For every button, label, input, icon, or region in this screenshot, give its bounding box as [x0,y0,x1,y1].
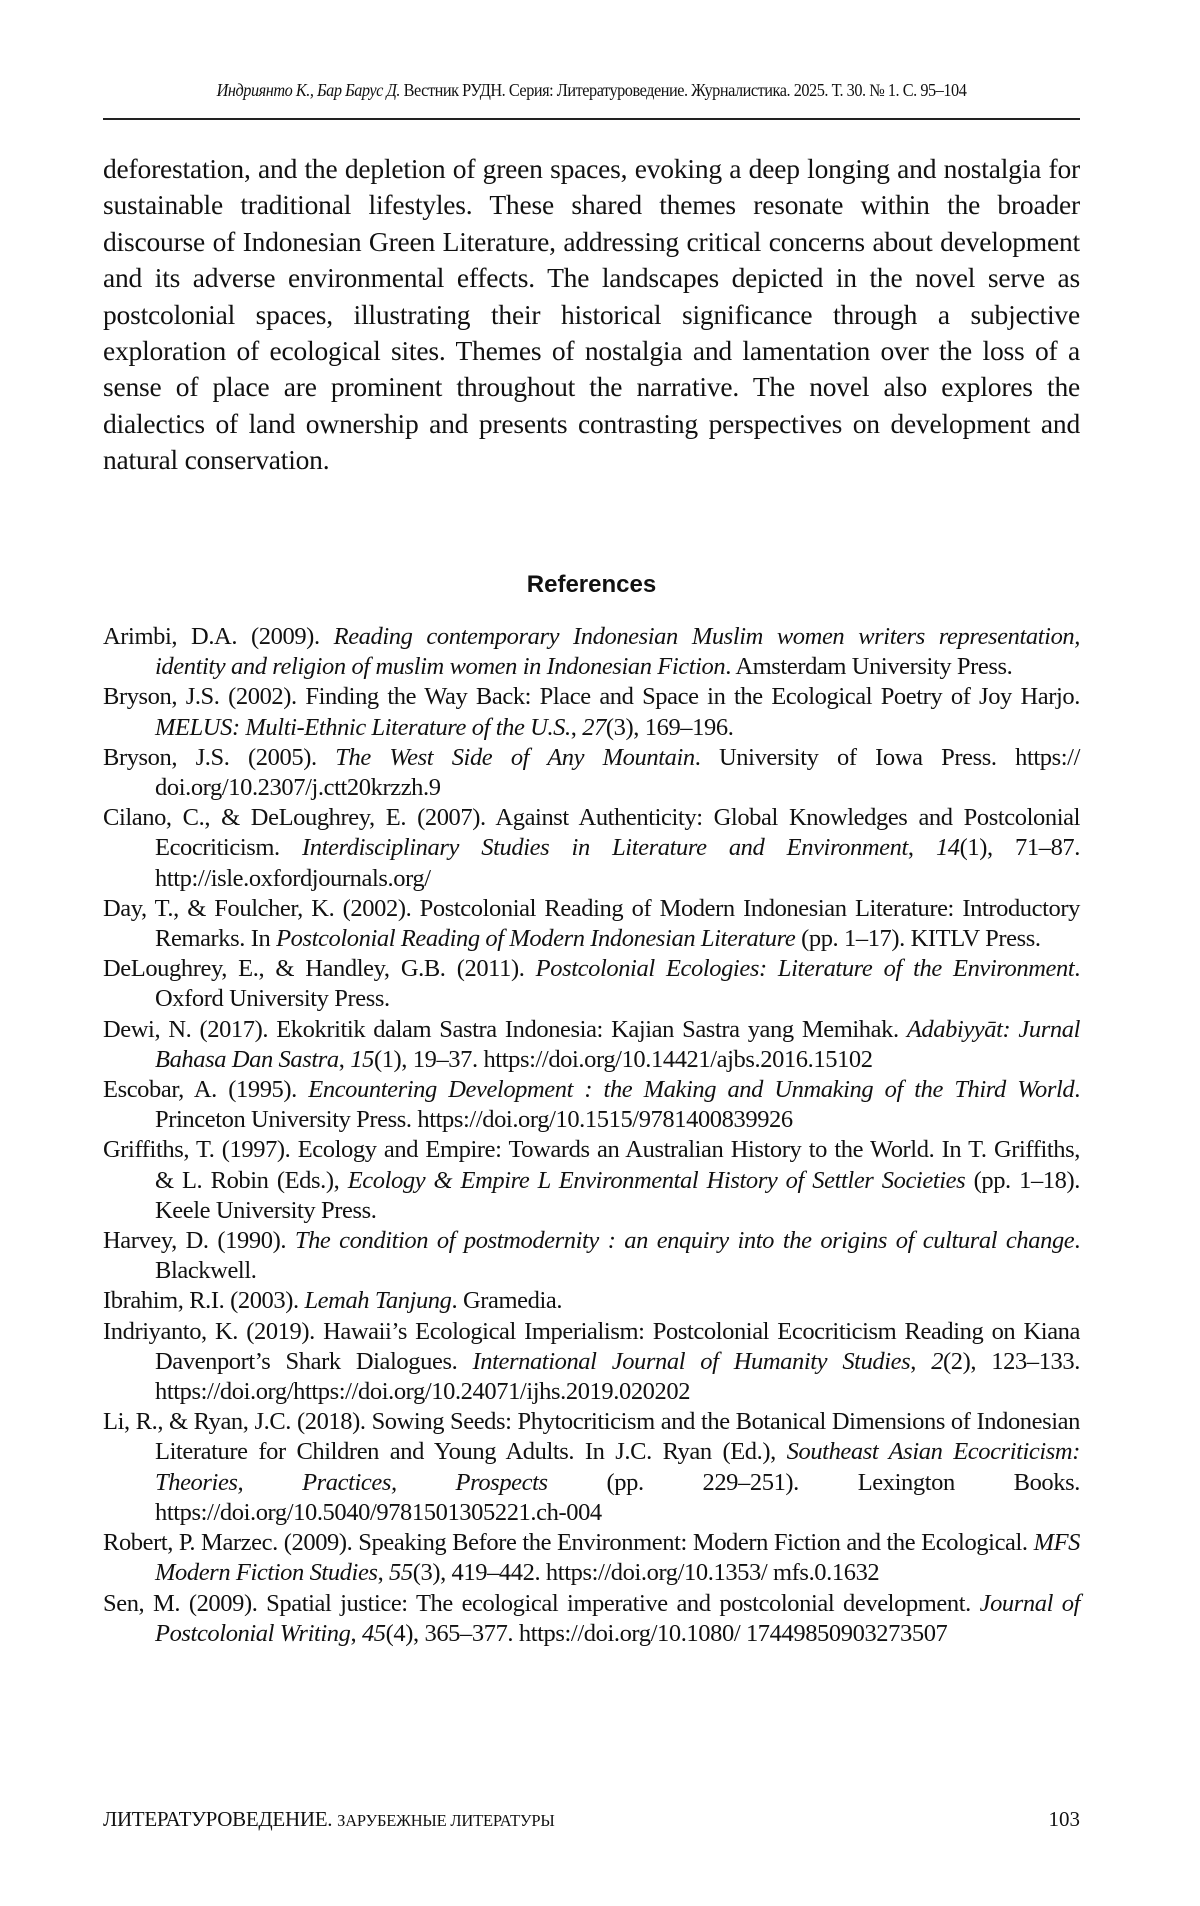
reference-italic-segment: International Journal of Humanity Studies [472,1347,911,1375]
header-rule [103,118,1080,120]
reference-italic-segment: 14 [935,834,960,862]
reference-italic-segment: 2 [931,1347,944,1375]
reference-text-segment: Dewi, N. (2017). Ekokritik dalam Sastra Indonesia: Kajian Sastra yang Memihak. [103,1015,907,1043]
reference-entry [103,1317,1080,1408]
reference-italic-segment: Encountering Development : the Making and Unmaking of the Third World [308,1076,1075,1104]
reference-text-segment: Day, T., & Foulcher, K. (2002). Postcolonial Reading of Modern Indonesian Literature: Introductory Remarks. In [103,894,1080,953]
reference-text-segment: . Oxford University Press. [155,955,1080,1013]
reference-italic-segment: Interdisciplinary Studies in Literature and Environment [302,834,908,862]
reference-italic-segment: Ecology & Empire L Environmental History of Settler Societies [347,1166,966,1194]
reference-text-segment: Li, R., & Ryan, J.C. (2018). Sowing Seeds: Phytocriticism and the Botanical Dimensions of Indonesian Literature for Children and Young Adults. In J.C. Ryan (Ed.), [103,1408,1080,1466]
reference-italic-segment: 27 [582,713,606,741]
reference-text-segment: Sen, M. (2009). Spatial justice: The ecological imperative and postcolonial development. [103,1589,980,1617]
reference-italic-segment: MELUS: Multi-Ethnic Literature of the U.S. [155,713,571,741]
reference-text-segment: (1), 71–87. http://isle.oxfordjournals.org/ [155,834,1080,892]
reference-entry [103,1407,1080,1528]
reference-text-segment: Ibrahim, R.I. (2003). [103,1287,305,1315]
reference-text-segment: Griffiths, T. (1997). Ecology and Empire: Towards an Australian History to the World. In T. Griffiths, & L. Robin (Eds.), [103,1136,1080,1194]
reference-text-segment: . Gramedia. [451,1287,563,1315]
reference-entry [103,1135,1080,1226]
reference-text-segment: Bryson, J.S. (2002). Finding the Way Back: Place and Space in the Ecological Poetry of Joy Harjo. [103,683,1080,711]
reference-italic-segment: The West Side of Any Mountain [335,743,695,771]
reference-text-segment: . Princeton University Press. https://doi.org/10.1515/9781400839926 [155,1076,1080,1134]
footer-subsection-title: ЗАРУБЕЖНЫЕ ЛИТЕРАТУРЫ [337,1811,555,1830]
reference-text-segment: , [338,1045,351,1073]
reference-text-segment: (pp. 1–17). KITLV Press. [795,925,1041,953]
reference-text-segment: , [907,834,936,862]
reference-entry [103,682,1080,742]
reference-italic-segment: Southeast Asian Ecocriticism: Theories, Practices, Prospects [155,1438,1080,1496]
reference-entry [103,1589,1080,1649]
reference-entry [103,954,1080,1014]
reference-text-segment: Indriyanto, K. (2019). Hawaii’s Ecological Imperialism: Postcolonial Ecocriticism Reading on Kiana Davenport’s Shark Dialogues. [103,1317,1080,1375]
body-paragraph: deforestation, and the depletion of green spaces, evoking a deep longing and nostalgia for sustainable traditional lifestyles. These shared themes resonate within the broader discourse of Indonesian Green Literature, addressing critical concerns about development and its adverse environmental effects. The landscapes depicted in the novel serve as postcolonial spaces, illustrating their historical significance through a subjective exploration of ecological sites. Themes of nostalgia and lamentation over the loss of a sense of place are prominent throughout the narrative. The novel also explores the dialectics of land ownership and presents contrasting perspectives on development and natural conservation. [103,153,1080,476]
reference-text-segment: . Amsterdam University Press. [725,653,1013,681]
reference-entry [103,1226,1080,1286]
reference-text-segment: , [377,1559,390,1587]
reference-italic-segment: The condition of postmodernity : an enquiry into the origins of cultural change [294,1227,1075,1255]
running-head-journal: Вестник РУДН. Серия: Литературоведение. Журналистика. 2025. Т. 30. № 1. С. 95–104 [400,80,967,100]
reference-italic-segment: 55 [389,1559,413,1587]
reference-italic-segment: Reading contemporary Indonesian Muslim women writers representation, identity and religion of muslim women in Indonesian Fiction [155,623,1081,681]
reference-italic-segment: Journal of Postcolonial Writing [155,1589,1080,1647]
reference-text-segment: Cilano, C., & DeLoughrey, E. (2007). Against Authenticity: Global Knowledges and Postcolonial Ecocriticism. [103,804,1080,862]
reference-text-segment: Robert, P. Marzec. (2009). Speaking Before the Environment: Modern Fiction and the Ecological. [103,1529,1034,1557]
reference-text-segment: (3), 169–196. [605,713,734,741]
reference-text-segment: . Blackwell. [155,1227,1081,1285]
reference-italic-segment: Lemah Tanjung [304,1287,452,1315]
reference-entry [103,1286,1080,1316]
page-number: 103 [1048,1807,1080,1831]
reference-entry [103,803,1080,894]
references-heading: References [526,571,657,598]
reference-italic-segment: 15 [350,1045,374,1073]
reference-text-segment: , [350,1619,362,1647]
reference-text-segment: Escobar, A. (1995). [103,1076,309,1104]
reference-text-segment: Bryson, J.S. (2005). [103,743,336,771]
reference-entry [103,622,1080,682]
reference-text-segment: DeLoughrey, E., & Handley, G.B. (2011). [103,955,536,983]
reference-entry [103,1528,1080,1588]
page-footer [103,1807,1080,1832]
reference-entry [103,1015,1080,1075]
reference-italic-segment: Postcolonial Reading of Modern Indonesian Literature [276,925,796,953]
references-list [103,622,1080,1649]
reference-italic-segment: MFS Modern Fiction Studies [155,1529,1080,1587]
reference-text-segment: (pp. 229–251). Lexington Books. https://doi.org/10.5040/9781501305221.ch-004 [155,1468,1080,1526]
reference-text-segment: (2), 123–133. https://doi.org/https://doi.org/10.24071/ijhs.2019.020202 [155,1347,1080,1406]
reference-text-segment: Arimbi, D.A. (2009). [103,623,334,650]
running-head-authors: Индриянто К., Бар Барус Д. [216,80,401,100]
reference-text-segment: (3), 419–442. https://doi.org/10.1353/ mfs.0.1632 [412,1559,880,1587]
reference-italic-segment: Postcolonial Ecologies: Literature of the Environment [535,955,1075,983]
reference-entry [103,894,1080,954]
reference-text-segment: (pp. 1–18). Keele University Press. [155,1166,1080,1224]
reference-text-segment: (4), 365–377. https://doi.org/10.1080/ 17449850903273507 [385,1619,948,1647]
reference-text-segment: . University of Iowa Press. https:// doi.org/10.2307/j.ctt20krzzh.9 [155,743,1080,802]
reference-text-segment: (1), 19–37. https://doi.org/10.14421/ajbs.2016.15102 [373,1045,873,1073]
reference-entry [103,743,1080,803]
running-head [137,80,1046,101]
reference-text-segment: Harvey, D. (1990). [103,1227,295,1255]
reference-text-segment: , [570,713,583,741]
reference-italic-segment: 45 [361,1619,386,1647]
footer-section-title: ЛИТЕРАТУРОВЕДЕНИЕ. [103,1807,338,1831]
reference-italic-segment: Adabiyyāt: Jurnal Bahasa Dan Sastra [155,1015,1080,1073]
reference-text-segment: , [910,1347,932,1375]
reference-entry [103,1075,1080,1135]
